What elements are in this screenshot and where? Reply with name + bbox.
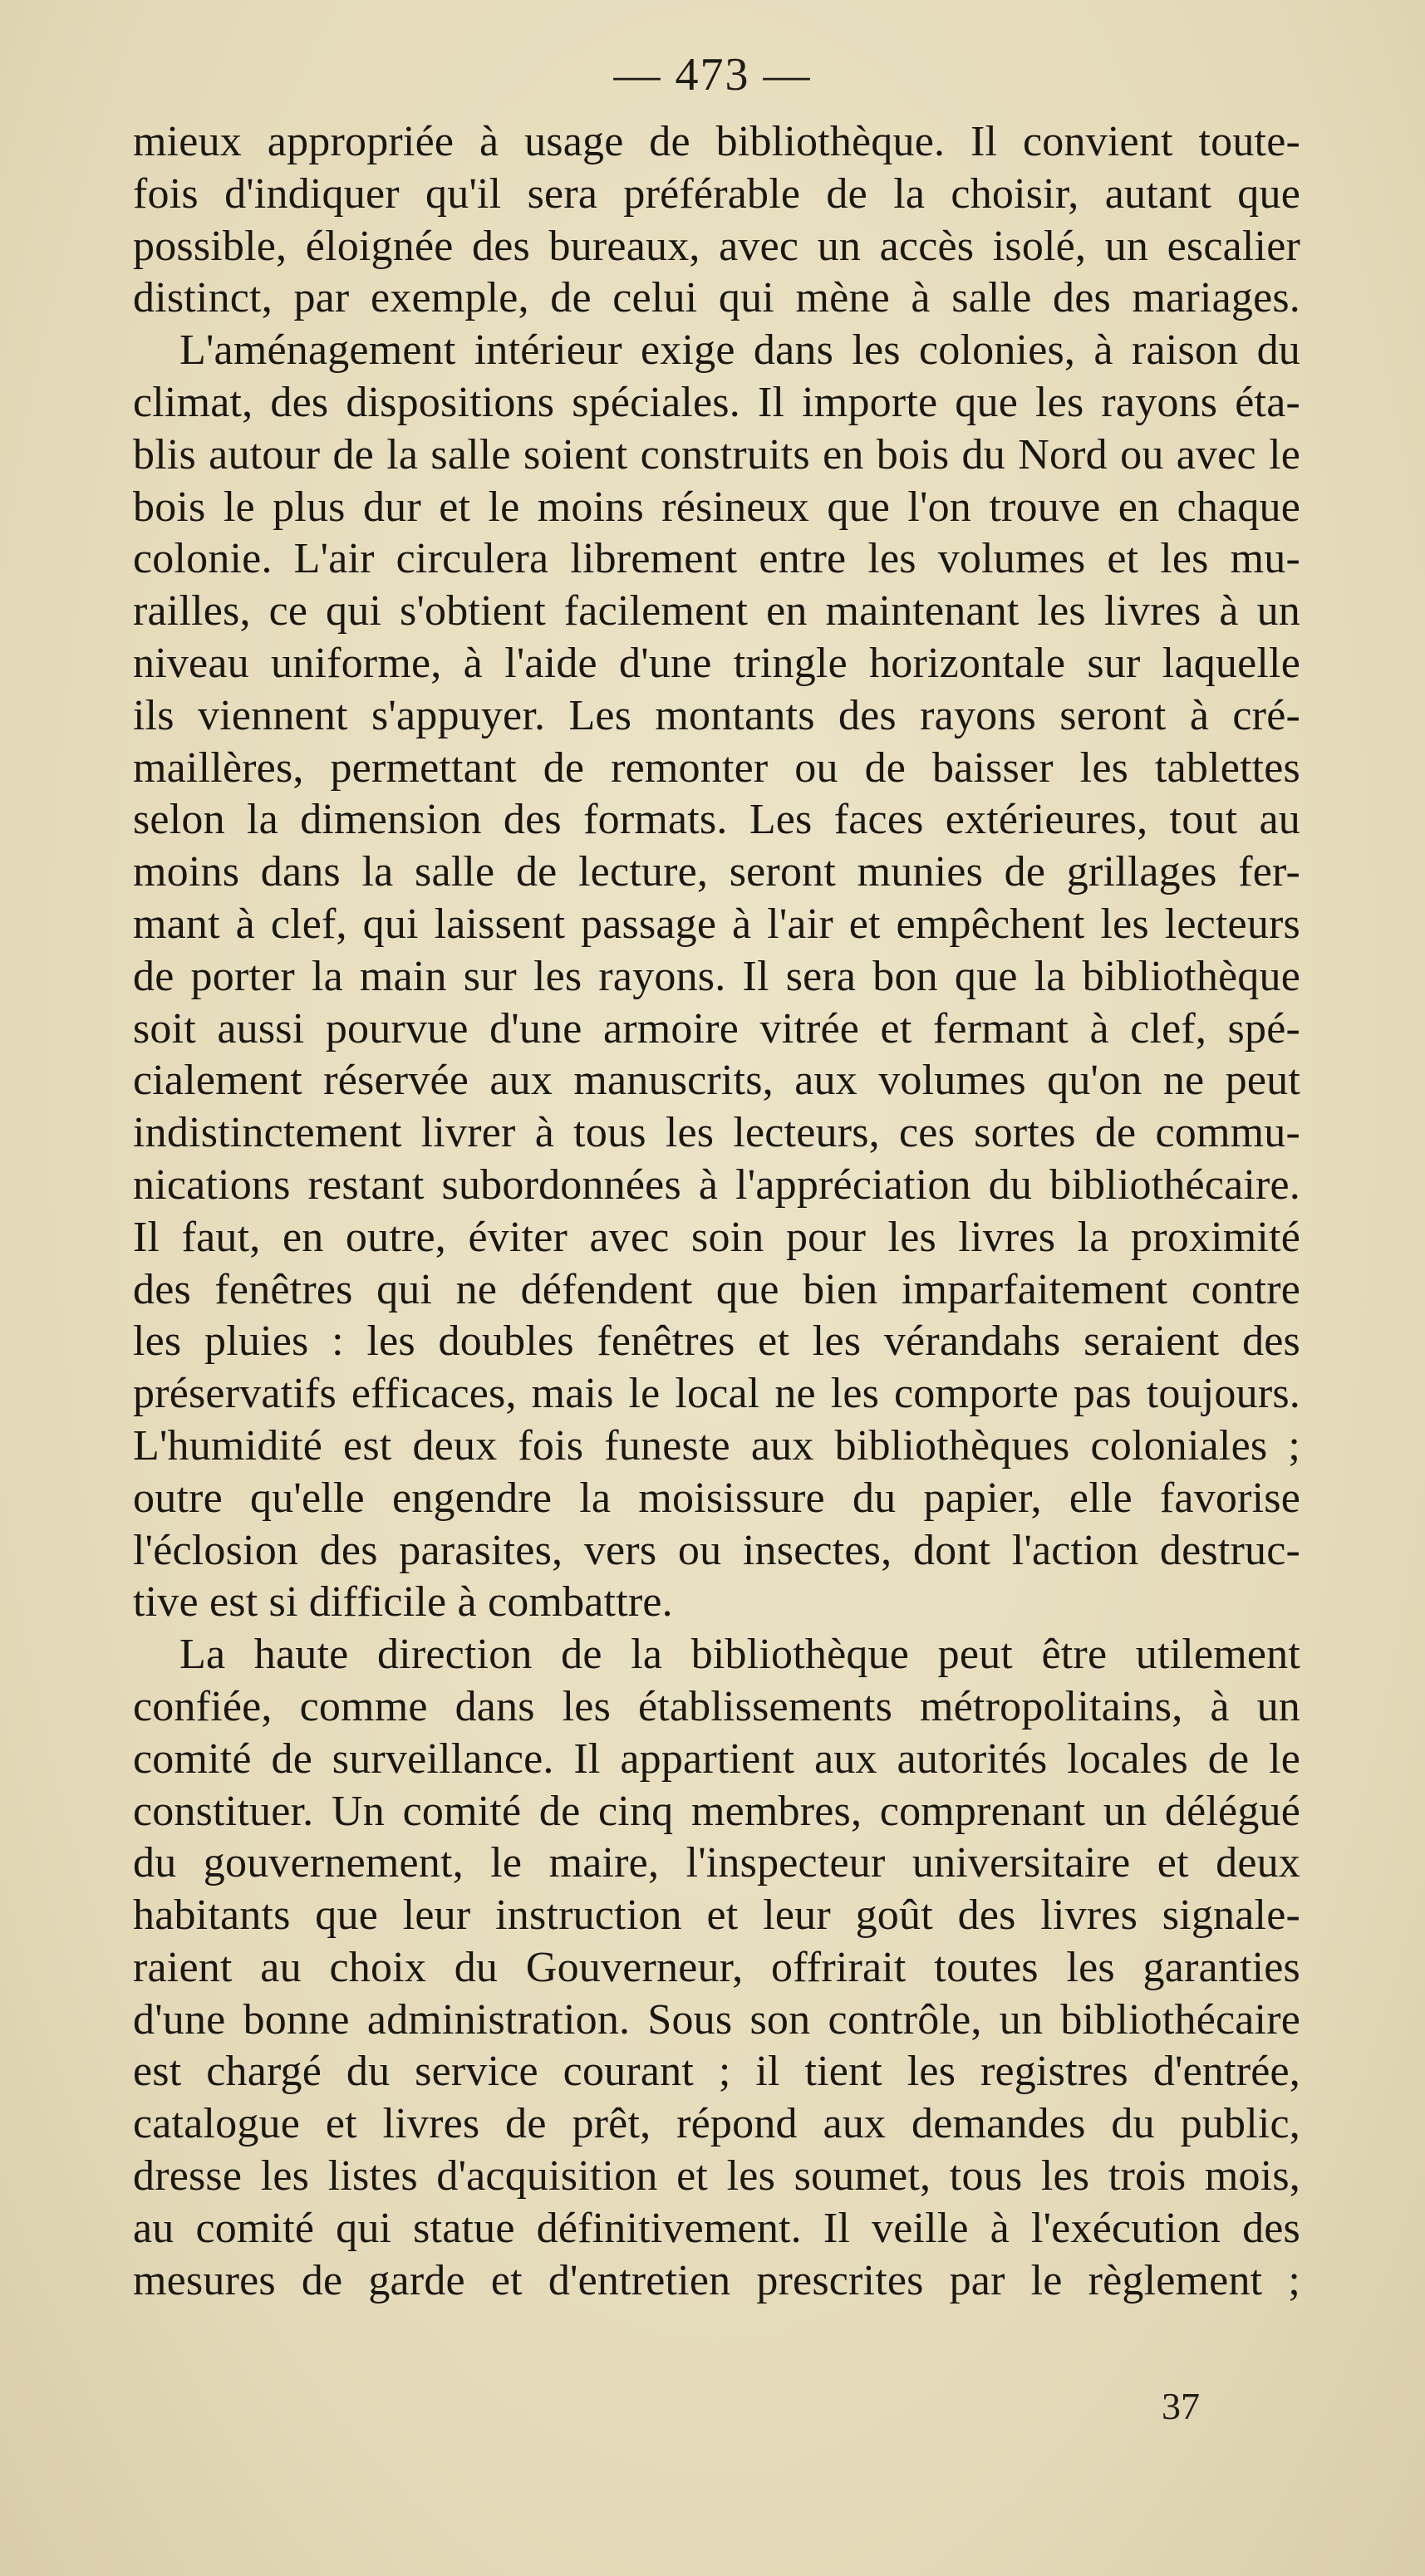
text-line: moins dans la salle de lecture, seront munies de grillages fer- (133, 848, 1300, 896)
text-line: outre qu'elle engendre la moisissure du papier, elle favorise (133, 1474, 1300, 1522)
text-line: L'humidité est deux fois funeste aux bibliothèques coloniales ; (133, 1421, 1300, 1470)
text-line: mieux appropriée à usage de bibliothèque. Il convient toute- (133, 118, 1300, 165)
text-line: niveau uniforme, à l'aide d'une tringle horizontale sur laquelle (133, 639, 1300, 687)
text-line: climat, des dispositions spéciales. Il importe que les rayons éta- (133, 378, 1300, 426)
text-line: tive est si difficile à combattre. (133, 1578, 673, 1627)
text-line: soit aussi pourvue d'une armoire vitrée et fermant à clef, spé- (133, 1004, 1300, 1052)
page-number-header: — 473 — (613, 49, 812, 101)
text-line: du gouvernement, le maire, l'inspecteur universitaire et deux (133, 1839, 1300, 1887)
text-line: nications restant subordonnées à l'appréciation du bibliothécaire. (133, 1160, 1300, 1209)
text-line: au comité qui statue définitivement. Il veille à l'exécution des (133, 2204, 1300, 2252)
text-line: selon la dimension des formats. Les faces extérieures, tout au (133, 796, 1300, 844)
text-line: indistinctement livrer à tous les lecteurs, ces sortes de commu- (133, 1109, 1300, 1157)
text-line: colonie. L'air circulera librement entre les volumes et les mu- (133, 535, 1300, 583)
text-line: mesures de garde et d'entretien prescrites par le règlement ; (133, 2256, 1300, 2304)
text-line: bois le plus dur et le moins résineux que l'on trouve en chaque (133, 483, 1300, 531)
text-line: La haute direction de la bibliothèque peut être utilement (179, 1631, 1300, 1679)
text-line: L'aménagement intérieur exige dans les colonies, à raison du (179, 326, 1300, 375)
text-line: railles, ce qui s'obtient facilement en maintenant les livres à un (133, 587, 1300, 635)
text-line: préservatifs efficaces, mais le local ne les comporte pas toujours. (133, 1370, 1300, 1418)
text-line: confiée, comme dans les établissements métropolitains, à un (133, 1682, 1300, 1730)
text-line: possible, éloignée des bureaux, avec un accès isolé, un escalier (133, 222, 1300, 270)
text-line: maillères, permettant de remonter ou de baisser les tablettes (133, 743, 1300, 792)
text-line: de porter la main sur les rayons. Il sera bon que la bibliothèque (133, 952, 1300, 1000)
text-line: est chargé du service courant ; il tient les registres d'entrée, (133, 2048, 1300, 2096)
text-line: raient au choix du Gouverneur, offrirait toutes les garanties (133, 1943, 1300, 1991)
body-text (133, 116, 1300, 2307)
text-line: catalogue et livres de prêt, répond aux demandes du public, (133, 2100, 1300, 2148)
text-line: blis autour de la salle soient construits en bois du Nord ou avec le (133, 430, 1300, 478)
text-line: constituer. Un comité de cinq membres, comprenant un délégué (133, 1787, 1300, 1835)
text-line: Il faut, en outre, éviter avec soin pour les livres la proximité (133, 1213, 1300, 1261)
text-line: d'une bonne administration. Sous son contrôle, un bibliothécaire (133, 1995, 1300, 2044)
text-line: ils viennent s'appuyer. Les montants des rayons seront à cré- (133, 691, 1300, 739)
text-line: dresse les listes d'acquisition et les soumet, tous les trois mois, (133, 2152, 1300, 2201)
printer-signature-mark: 37 (1162, 2385, 1200, 2427)
text-line: l'éclosion des parasites, vers ou insectes, dont l'action destruc- (133, 1526, 1300, 1574)
text-line: des fenêtres qui ne défendent que bien imparfaitement contre (133, 1265, 1300, 1313)
text-line: distinct, par exemple, de celui qui mène à salle des mariages. (133, 274, 1300, 322)
text-line: les pluies : les doubles fenêtres et les vérandahs seraient des (133, 1317, 1300, 1366)
text-line: mant à clef, qui laissent passage à l'air et empêchent les lecteurs (133, 900, 1300, 948)
text-line: habitants que leur instruction et leur goût des livres signale- (133, 1892, 1300, 1940)
text-line: cialement réservée aux manuscrits, aux volumes qu'on ne peut (133, 1057, 1300, 1105)
text-line: fois d'indiquer qu'il sera préférable de la choisir, autant que (133, 169, 1300, 218)
text-line: comité de surveillance. Il appartient aux autorités locales de le (133, 1735, 1300, 1783)
